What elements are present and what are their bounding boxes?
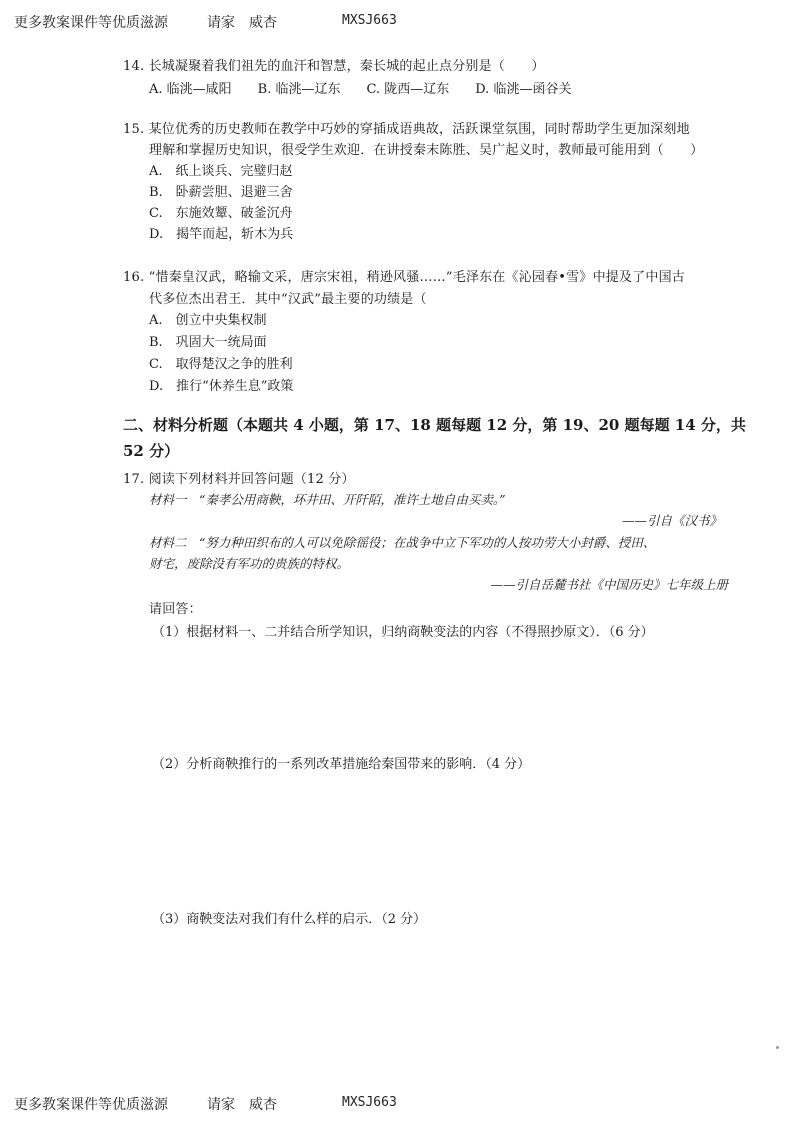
- header-contact: 请家 威杏: [207, 15, 277, 31]
- q17-material2-line2: 财宅，废除没有军功的贵族的特权。: [149, 556, 350, 571]
- scan-speck: [776, 1046, 779, 1049]
- q17-source2: ——引自岳麓书社《中国历史》七年级上册: [490, 577, 728, 592]
- q15-option-a: A. 纸上谈兵、完璧归赵: [149, 164, 293, 179]
- q14-stem: 14. 长城凝聚着我们祖先的血汗和智慧，秦长城的起止点分别是（ ）: [123, 59, 545, 74]
- q15-option-d: D. 揭竿而起，斩木为兵: [149, 227, 294, 242]
- q17-source1: ——引自《汉书》: [621, 513, 722, 528]
- q17-material1: 材料一 “秦孝公用商鞅，坏井田、开阡陌，准许土地自由买卖。”: [149, 492, 506, 507]
- q17-prompt: 请回答：: [149, 602, 202, 617]
- q15-stem-line1: 15. 某位优秀的历史教师在教学中巧妙的穿插成语典故，活跃课堂氛围，同时帮助学生更加深刻地: [123, 122, 690, 137]
- q15-stem-line2: 理解和掌握历史知识，很受学生欢迎．在讲授秦末陈胜、吴广起义时，教师最可能用到（ ）: [149, 143, 704, 158]
- header-code: MXSJ663: [342, 13, 397, 28]
- q16-stem-line1: 16. “惜秦皇汉武，略输文采，唐宗宋祖，稍逊风骚……”毛泽东在《沁园春•雪》中提及了中国古: [123, 270, 685, 285]
- footer-code: MXSJ663: [342, 1095, 397, 1110]
- section2-title-line1: 二、材料分析题（本题共 4 小题，第 17、18 题每题 12 分，第 19、20 题每题 14 分，共: [123, 416, 746, 434]
- q16-option-d: D. 推行“休养生息”政策: [149, 379, 294, 394]
- q15-option-b: B. 卧薪尝胆、退避三舍: [149, 185, 293, 200]
- q17-stem: 17. 阅读下列材料并回答问题（12 分）: [123, 472, 355, 487]
- q14-options: A. 临洮—咸阳 B. 临洮—辽东 C. 陇西—辽东 D. 临洮—函谷关: [149, 82, 572, 97]
- q17-sub3: （3）商鞅变法对我们有什么样的启示．（2 分）: [152, 912, 427, 927]
- footer-contact: 请家 威杏: [207, 1097, 277, 1113]
- footer-text: 更多教案课件等优质滋源: [14, 1097, 168, 1113]
- q16-option-a: A. 创立中央集权制: [149, 313, 267, 328]
- q17-sub1: （1）根据材料一、二并结合所学知识，归纳商鞅变法的内容（不得照抄原文）．（6 分）: [152, 625, 654, 640]
- q16-option-c: C. 取得楚汉之争的胜利: [149, 357, 293, 372]
- header-text: 更多教案课件等优质滋源: [14, 15, 168, 31]
- q17-sub2: （2）分析商鞅推行的一系列改革措施给秦国带来的影响．（4 分）: [152, 757, 531, 772]
- q16-stem-line2: 代多位杰出君王．其中“汉武”最主要的功绩是（: [149, 292, 427, 307]
- q16-option-b: B. 巩固大一统局面: [149, 335, 267, 350]
- section2-title-line2: 52 分）: [123, 442, 180, 460]
- q17-material2-line1: 材料二 “努力种田织布的人可以免除徭役；在战争中立下军功的人按功劳大小封爵、授田、: [149, 535, 656, 550]
- q15-option-c: C. 东施效颦、破釜沉舟: [149, 206, 293, 221]
